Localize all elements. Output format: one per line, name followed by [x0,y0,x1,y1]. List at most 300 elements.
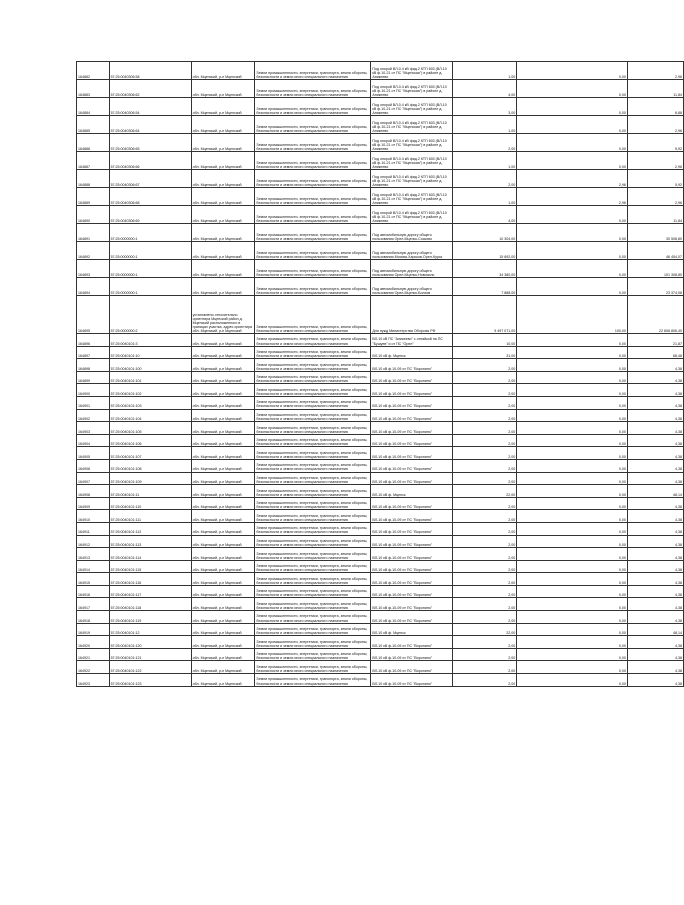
cell-share: 0,00 [517,152,628,170]
cell-share: 2,96 [517,188,628,206]
cell-share: 0,00 [517,422,628,435]
table-row [77,206,684,224]
cell-location: обл. Мценский, р-н Мценский [191,359,255,372]
cell-land-category: Земли промышленности, энергетики, транспорта, земли обороны, безопасности и земли иного специального назначения [255,560,371,573]
cell-cadastral-number: 57:25:0040101:102 [109,384,191,397]
cell-land-category: Земли промышленности, энергетики, транспорта, земли обороны, безопасности и земли иного специального назначения [255,485,371,498]
cell-row-number: 164908 [77,485,110,498]
cell-value: 23 374,08 [627,278,683,296]
cell-object-name: ВЛ-10 кВ ф.10-09 от ПС "Воронино" [371,409,453,422]
cell-land-category: Земли промышленности, энергетики, транспорта, земли обороны, безопасности и земли иного специального назначения [255,359,371,372]
cell-value: 4,38 [627,409,683,422]
cell-value: 4,38 [627,661,683,674]
cell-object-name: Для нужд Министерства Обороны РФ [371,296,453,334]
cell-value: 4,38 [627,497,683,510]
cell-object-name: Под опорой ВЛ-0.4 кВ фид.2 КТП 603 (ВЛ-10 кВ ф.10-21 от ПС "Мценская") в районе д. Аникеево [371,188,453,206]
cell-value: 11,84 [627,206,683,224]
cell-location: обл. Мценский, р-н Мценский [191,636,255,649]
cell-land-category: Земли промышленности, энергетики, транспорта, земли обороны, безопасности и земли иного специального назначения [255,573,371,586]
cell-row-number: 164915 [77,573,110,586]
table-row [77,522,684,535]
cell-area: 2,00 [453,396,517,409]
cell-land-category: Земли промышленности, энергетики, транспорта, земли обороны, безопасности и земли иного специального назначения [255,409,371,422]
cell-area: 2,00 [453,573,517,586]
cell-value: 48,14 [627,623,683,636]
cell-share: 0,00 [517,334,628,347]
cell-land-category: Земли промышленности, энергетики, транспорта, земли обороны, безопасности и земли иного специального назначения [255,170,371,188]
cell-object-name: Под опорой ВЛ-0.4 кВ фид.2 КТП 603 (ВЛ-10 кВ ф.10-21 от ПС "Мценская") в районе д. Аникеево [371,134,453,152]
cell-value: 4,38 [627,674,683,687]
table-row [77,396,684,409]
cell-share: 100,00 [517,296,628,334]
cell-cadastral-number: 57:25:0040101:119 [109,611,191,624]
cell-cadastral-number: 57:25:0040101:101 [109,371,191,384]
cell-land-category: Земли промышленности, энергетики, транспорта, земли обороны, безопасности и земли иного специального назначения [255,459,371,472]
table-row [77,188,684,206]
cell-row-number: 164921 [77,648,110,661]
cell-share: 0,00 [517,434,628,447]
cell-value: 5,92 [627,170,683,188]
cell-cadastral-number: 57:25:0040101:3 [109,334,191,347]
cell-land-category: Земли промышленности, энергетики, транспорта, земли обороны, безопасности и земли иного специального назначения [255,422,371,435]
cell-row-number: 164917 [77,598,110,611]
cell-land-category: Земли промышленности, энергетики, транспорта, земли обороны, безопасности и земли иного специального назначения [255,152,371,170]
cell-row-number: 164900 [77,384,110,397]
cell-value: 101 308,80 [627,260,683,278]
cell-object-name: ВЛ-10 кВ ф.10-09 от ПС "Воронино" [371,459,453,472]
cell-land-category: Земли промышленности, энергетики, транспорта, земли обороны, безопасности и земли иного специального назначения [255,497,371,510]
cell-area: 10,00 [453,334,517,347]
cell-object-name: ВЛ-10 кВ ф.10-09 от ПС "Воронино" [371,359,453,372]
table-row [77,278,684,296]
cell-share: 0,00 [517,384,628,397]
table-row [77,334,684,347]
cell-object-name: ВЛ-10 кВ ф.10-09 от ПС "Воронино" [371,447,453,460]
table-row [77,134,684,152]
cell-cadastral-number: 57:25:0000000:1 [109,242,191,260]
cell-share: 0,00 [517,98,628,116]
cell-location: обл. Мценский, р-н Мценский [191,278,255,296]
cell-land-category: Земли промышленности, энергетики, транспорта, земли обороны, безопасности и земли иного специального назначения [255,224,371,242]
cell-area: 31,00 [453,346,517,359]
cell-location: обл. Мценский, р-н Мценский [191,346,255,359]
cell-location: обл. Мценский, р-н Мценский [191,648,255,661]
cell-share: 0,00 [517,459,628,472]
cell-cadastral-number: 57:25:0040306:69 [109,206,191,224]
cell-cadastral-number: 57:25:0040306:64 [109,116,191,134]
cell-value: 22 806 806,40 [627,296,683,334]
cell-cadastral-number: 57:25:0000000:1 [109,260,191,278]
table-row [77,346,684,359]
table-row [77,434,684,447]
cell-land-category: Земли промышленности, энергетики, транспорта, земли обороны, безопасности и земли иного специального назначения [255,296,371,334]
cell-share: 0,00 [517,535,628,548]
cell-share: 0,00 [517,134,628,152]
cell-area: 22,00 [453,485,517,498]
cell-object-name: ВЛ-10 кВ ф.10-09 от ПС "Воронино" [371,560,453,573]
cell-area: 4,00 [453,206,517,224]
cell-land-category: Земли промышленности, энергетики, транспорта, земли обороны, безопасности и земли иного специального назначения [255,371,371,384]
table-row [77,573,684,586]
cell-value: 4,38 [627,611,683,624]
cell-row-number: 164883 [77,80,110,98]
table-row [77,371,684,384]
land-plots-table [76,61,684,687]
cell-land-category: Земли промышленности, энергетики, транспорта, земли обороны, безопасности и земли иного специального назначения [255,510,371,523]
cell-row-number: 164886 [77,134,110,152]
cell-share: 0,00 [517,260,628,278]
cell-row-number: 164890 [77,206,110,224]
cell-cadastral-number: 57:25:0040306:62 [109,80,191,98]
cell-row-number: 164909 [77,497,110,510]
cell-row-number: 164913 [77,548,110,561]
cell-value: 2,96 [627,188,683,206]
cell-cadastral-number: 57:25:0040101:107 [109,447,191,460]
cell-land-category: Земли промышленности, энергетики, транспорта, земли обороны, безопасности и земли иного специального назначения [255,134,371,152]
table-row [77,535,684,548]
cell-object-name: ВЛ-10 кВ ф.10-09 от ПС "Воронино" [371,598,453,611]
cell-share: 0,00 [517,560,628,573]
table-row [77,296,684,334]
cell-land-category: Земли промышленности, энергетики, транспорта, земли обороны, безопасности и земли иного специального назначения [255,98,371,116]
cell-location: обл. Мценский, р-н Мценский [191,242,255,260]
cell-row-number: 164894 [77,278,110,296]
document-sheet [76,61,684,687]
cell-value: 4,38 [627,447,683,460]
cell-cadastral-number: 57:25:0040101:110 [109,497,191,510]
cell-row-number: 164903 [77,422,110,435]
cell-value: 2,96 [627,116,683,134]
cell-land-category: Земли промышленности, энергетики, транспорта, земли обороны, безопасности и земли иного специального назначения [255,242,371,260]
cell-location: обл. Мценский, р-н Мценский [191,98,255,116]
cell-share: 0,00 [517,116,628,134]
cell-row-number: 164907 [77,472,110,485]
cell-row-number: 164910 [77,510,110,523]
cell-row-number: 164904 [77,434,110,447]
cell-object-name: Под опорой ВЛ-0.4 кВ фид.2 КТП 603 (ВЛ-10 кВ ф.10-21 от ПС "Мценская") в районе д. Аникеево [371,206,453,224]
cell-area: 2,00 [453,359,517,372]
cell-value: 4,38 [627,396,683,409]
cell-row-number: 164902 [77,409,110,422]
table-row [77,472,684,485]
cell-share: 0,00 [517,585,628,598]
cell-cadastral-number: 57:25:0040101:11 [109,485,191,498]
cell-area: 2,00 [453,510,517,523]
table-body [77,62,684,687]
cell-area: 34 380,00 [453,260,517,278]
table-row [77,623,684,636]
cell-location: обл. Мценский, р-н Мценский [191,447,255,460]
cell-location: обл. Мценский, р-н Мценский [191,598,255,611]
cell-area: 2,00 [453,422,517,435]
cell-share: 0,00 [517,346,628,359]
cell-row-number: 164905 [77,447,110,460]
cell-row-number: 164889 [77,188,110,206]
cell-share: 0,00 [517,80,628,98]
cell-area: 9 497 071,00 [453,296,517,334]
table-row [77,422,684,435]
cell-row-number: 164892 [77,242,110,260]
cell-value: 4,38 [627,371,683,384]
cell-cadastral-number: 57:25:0040306:58 [109,62,191,80]
cell-area: 1,00 [453,188,517,206]
cell-area: 2,00 [453,459,517,472]
cell-value: 4,38 [627,359,683,372]
cell-object-name: ВЛ-10 кВ ф.10-09 от ПС "Воронино" [371,535,453,548]
table-row [77,560,684,573]
cell-object-name: ВЛ-10 кВ ф.10-09 от ПС "Воронино" [371,648,453,661]
cell-land-category: Земли промышленности, энергетики, транспорта, земли обороны, безопасности и земли иного специального назначения [255,535,371,548]
cell-row-number: 164896 [77,334,110,347]
cell-share: 0,00 [517,611,628,624]
cell-object-name: ВЛ-10 кВ ф.10-09 от ПС "Воронино" [371,396,453,409]
table-row [77,485,684,498]
cell-location: обл. Мценский, р-н Мценский [191,560,255,573]
table-row [77,598,684,611]
cell-value: 2,96 [627,152,683,170]
cell-land-category: Земли промышленности, энергетики, транспорта, земли обороны, безопасности и земли иного специального назначения [255,346,371,359]
table-row [77,585,684,598]
cell-location: обл. Мценский, р-н Мценский [191,152,255,170]
cell-share: 0,00 [517,548,628,561]
cell-share: 0,00 [517,661,628,674]
cell-object-name: Под автомобильную дорогу общего пользования Орел-Мценск-Болхов [371,278,453,296]
cell-row-number: 164888 [77,170,110,188]
cell-location: обл. Мценский, р-н Мценский [191,224,255,242]
cell-row-number: 164923 [77,674,110,687]
cell-value: 4,38 [627,434,683,447]
cell-value: 48,14 [627,485,683,498]
cell-share: 0,00 [517,648,628,661]
cell-location: обл. Мценский, р-н Мценский [191,674,255,687]
cell-location: обл. Мценский, р-н Мценский [191,497,255,510]
cell-cadastral-number: 57:25:0040101:112 [109,522,191,535]
cell-location: обл. Мценский, р-н Мценский [191,573,255,586]
cell-object-name: ВЛ-10 кВ ф.10-09 от ПС "Воронино" [371,510,453,523]
cell-value: 4,38 [627,472,683,485]
table-row [77,62,684,80]
cell-cadastral-number: 57:25:0040101:123 [109,674,191,687]
cell-land-category: Земли промышленности, энергетики, транспорта, земли обороны, безопасности и земли иного специального назначения [255,384,371,397]
cell-area: 2,00 [453,472,517,485]
cell-share: 0,00 [517,674,628,687]
cell-object-name: ВЛ-10 кВ ф.10-09 от ПС "Воронино" [371,674,453,687]
cell-row-number: 164918 [77,611,110,624]
cell-object-name: ВЛ-10 кВ ф.10-09 от ПС "Воронино" [371,422,453,435]
cell-value: 4,38 [627,636,683,649]
cell-share: 0,00 [517,522,628,535]
cell-area: 2,00 [453,535,517,548]
cell-area: 10 304,00 [453,224,517,242]
cell-share: 0,00 [517,485,628,498]
cell-value: 8,88 [627,98,683,116]
cell-area: 2,00 [453,434,517,447]
cell-share: 0,00 [517,396,628,409]
cell-row-number: 164899 [77,371,110,384]
cell-share: 0,00 [517,598,628,611]
cell-cadastral-number: 57:25:0040306:67 [109,170,191,188]
cell-row-number: 164919 [77,623,110,636]
cell-value: 4,38 [627,560,683,573]
cell-area: 3,00 [453,98,517,116]
cell-value: 21,87 [627,334,683,347]
cell-object-name: Под опорой ВЛ-0.4 кВ фид.2 КТП 603 (ВЛ-10 кВ ф.10-21 от ПС "Мценская") в районе д. Аникеево [371,80,453,98]
cell-land-category: Земли промышленности, энергетики, транспорта, земли обороны, безопасности и земли иного специального назначения [255,260,371,278]
cell-location: обл. Мценский, р-н Мценский [191,260,255,278]
cell-area: 4,00 [453,80,517,98]
cell-area: 2,00 [453,674,517,687]
cell-row-number: 164901 [77,396,110,409]
cell-value: 46 454,07 [627,242,683,260]
table-row [77,648,684,661]
cell-row-number: 164906 [77,459,110,472]
cell-share: 2,96 [517,170,628,188]
cell-land-category: Земли промышленности, энергетики, транспорта, земли обороны, безопасности и земли иного специального назначения [255,522,371,535]
cell-cadastral-number: 57:25:0040306:66 [109,152,191,170]
cell-cadastral-number: 57:25:0000000:1 [109,278,191,296]
cell-land-category: Земли промышленности, энергетики, транспорта, земли обороны, безопасности и земли иного специального назначения [255,116,371,134]
cell-object-name: ВЛ-10 кВ ф. Мценск [371,485,453,498]
cell-location: обл. Мценский, р-н Мценский [191,522,255,535]
cell-object-name: Под опорой ВЛ-0.4 кВ фид.2 КТП 603 (ВЛ-10 кВ ф.10-21 от ПС "Мценская") в районе д. Аникеево [371,116,453,134]
cell-location: обл. Мценский, р-н Мценский [191,170,255,188]
cell-location: обл. Мценский, р-н Мценский [191,485,255,498]
cell-area: 7 888,00 [453,278,517,296]
table-row [77,98,684,116]
table-row [77,674,684,687]
cell-location: обл. Мценский, р-н Мценский [191,459,255,472]
cell-area: 22,00 [453,623,517,636]
cell-cadastral-number: 57:25:0040101:118 [109,598,191,611]
cell-share: 0,00 [517,206,628,224]
cell-object-name: Под автомобильную дорогу общего пользования Орел-Мценск-Сосково [371,224,453,242]
cell-object-name: ВЛ-10 кВ ф.10-09 от ПС "Воронино" [371,548,453,561]
cell-area: 2,00 [453,447,517,460]
cell-value: 30 508,80 [627,224,683,242]
cell-object-name: ВЛ-10 кВ ф.10-09 от ПС "Воронино" [371,497,453,510]
cell-land-category: Земли промышленности, энергетики, транспорта, земли обороны, безопасности и земли иного специального назначения [255,661,371,674]
cell-land-category: Земли промышленности, энергетики, транспорта, земли обороны, безопасности и земли иного специального назначения [255,648,371,661]
cell-location: обл. Мценский, р-н Мценский [191,206,255,224]
cell-object-name: Под опорой ВЛ-0.4 кВ фид.2 КТП 603 (ВЛ-10 кВ ф.10-21 от ПС "Мценская") в районе д. Аникеево [371,62,453,80]
table-row [77,152,684,170]
cell-share: 0,00 [517,623,628,636]
cell-row-number: 164920 [77,636,110,649]
cell-row-number: 164897 [77,346,110,359]
cell-location: обл. Мценский, р-н Мценский [191,409,255,422]
cell-area: 2,00 [453,648,517,661]
cell-share: 0,00 [517,359,628,372]
cell-object-name: Под автомобильную дорогу общего пользования Москва-Харьков-Орел-Курск [371,242,453,260]
cell-cadastral-number: 57:25:0040101:121 [109,648,191,661]
cell-location: обл. Мценский, р-н Мценский [191,134,255,152]
cell-cadastral-number: 57:25:0040101:106 [109,434,191,447]
cell-object-name: ВЛ-10 кВ ф.10-09 от ПС "Воронино" [371,472,453,485]
cell-cadastral-number: 57:25:0040101:111 [109,510,191,523]
cell-row-number: 164882 [77,62,110,80]
cell-cadastral-number: 57:25:0040101:114 [109,548,191,561]
cell-cadastral-number: 57:25:0040101:109 [109,472,191,485]
cell-area: 2,00 [453,409,517,422]
cell-object-name: ВЛ-10 кВ ф. Мценск [371,346,453,359]
cell-location: обл. Мценский, р-н Мценский [191,434,255,447]
cell-share: 0,00 [517,573,628,586]
cell-area: 2,00 [453,371,517,384]
cell-area: 2,00 [453,585,517,598]
table-row [77,359,684,372]
cell-object-name: Под опорой ВЛ-0.4 кВ фид.2 КТП 603 (ВЛ-10 кВ ф.10-21 от ПС "Мценская") в районе д. Аникеево [371,170,453,188]
cell-land-category: Земли промышленности, энергетики, транспорта, земли обороны, безопасности и земли иного специального назначения [255,611,371,624]
cell-land-category: Земли промышленности, энергетики, транспорта, земли обороны, безопасности и земли иного специального назначения [255,80,371,98]
cell-share: 0,00 [517,62,628,80]
cell-land-category: Земли промышленности, энергетики, транспорта, земли обороны, безопасности и земли иного специального назначения [255,62,371,80]
cell-location: установлено относительно ориентира Мценский район д. Мценский расположенного в границах участка, адрес ориентира обл. Мценский, р-н Мценский [191,296,255,334]
cell-object-name: ВЛ-10 кВ ф.10-09 от ПС "Воронино" [371,434,453,447]
cell-row-number: 164914 [77,560,110,573]
cell-location: обл. Мценский, р-н Мценский [191,585,255,598]
cell-object-name: ВЛ-10 кВ ф.10-09 от ПС "Воронино" [371,611,453,624]
cell-object-name: ВЛ-10 кВ ПС "Аникеево" с отпайкой на ПС "Бушуев" и от ПС "Орел" [371,334,453,347]
table-row [77,661,684,674]
cell-area: 2,00 [453,661,517,674]
cell-area: 1,00 [453,62,517,80]
cell-area: 2,00 [453,497,517,510]
cell-value: 11,84 [627,80,683,98]
cell-location: обл. Мценский, р-н Мценский [191,535,255,548]
cell-value: 4,38 [627,422,683,435]
cell-row-number: 164884 [77,98,110,116]
cell-area: 2,00 [453,170,517,188]
cell-location: обл. Мценский, р-н Мценский [191,62,255,80]
table-row [77,384,684,397]
cell-object-name: ВЛ-10 кВ ф.10-09 от ПС "Воронино" [371,636,453,649]
cell-cadastral-number: 57:25:0000000:1 [109,224,191,242]
cell-row-number: 164916 [77,585,110,598]
cell-share: 0,00 [517,224,628,242]
cell-row-number: 164895 [77,296,110,334]
cell-cadastral-number: 57:25:0040306:65 [109,134,191,152]
cell-cadastral-number: 57:25:0040306:68 [109,188,191,206]
cell-object-name: ВЛ-10 кВ ф.10-09 от ПС "Воронино" [371,384,453,397]
cell-cadastral-number: 57:25:0040101:113 [109,535,191,548]
cell-cadastral-number: 57:25:0040101:117 [109,585,191,598]
cell-location: обл. Мценский, р-н Мценский [191,548,255,561]
cell-row-number: 164887 [77,152,110,170]
table-row [77,497,684,510]
cell-land-category: Земли промышленности, энергетики, транспорта, земли обороны, безопасности и земли иного специального назначения [255,472,371,485]
cell-land-category: Земли промышленности, энергетики, транспорта, земли обороны, безопасности и земли иного специального назначения [255,396,371,409]
cell-land-category: Земли промышленности, энергетики, транспорта, земли обороны, безопасности и земли иного специального назначения [255,585,371,598]
cell-object-name: Под опорой ВЛ-0.4 кВ фид.2 КТП 603 (ВЛ-10 кВ ф.10-21 от ПС "Мценская") в районе д. Аникеево [371,152,453,170]
cell-location: обл. Мценский, р-н Мценский [191,116,255,134]
cell-row-number: 164885 [77,116,110,134]
cell-value: 4,38 [627,535,683,548]
cell-location: обл. Мценский, р-н Мценский [191,80,255,98]
cell-row-number: 164891 [77,224,110,242]
table-row [77,409,684,422]
cell-area: 2,00 [453,598,517,611]
cell-location: обл. Мценский, р-н Мценский [191,371,255,384]
cell-land-category: Земли промышленности, энергетики, транспорта, земли обороны, безопасности и земли иного специального назначения [255,434,371,447]
table-row [77,80,684,98]
cell-row-number: 164911 [77,522,110,535]
table-row [77,636,684,649]
cell-value: 5,92 [627,134,683,152]
cell-location: обл. Мценский, р-н Мценский [191,623,255,636]
cell-area: 1,00 [453,152,517,170]
cell-cadastral-number: 57:25:0040101:115 [109,560,191,573]
cell-cadastral-number: 57:25:0040101:10 [109,346,191,359]
